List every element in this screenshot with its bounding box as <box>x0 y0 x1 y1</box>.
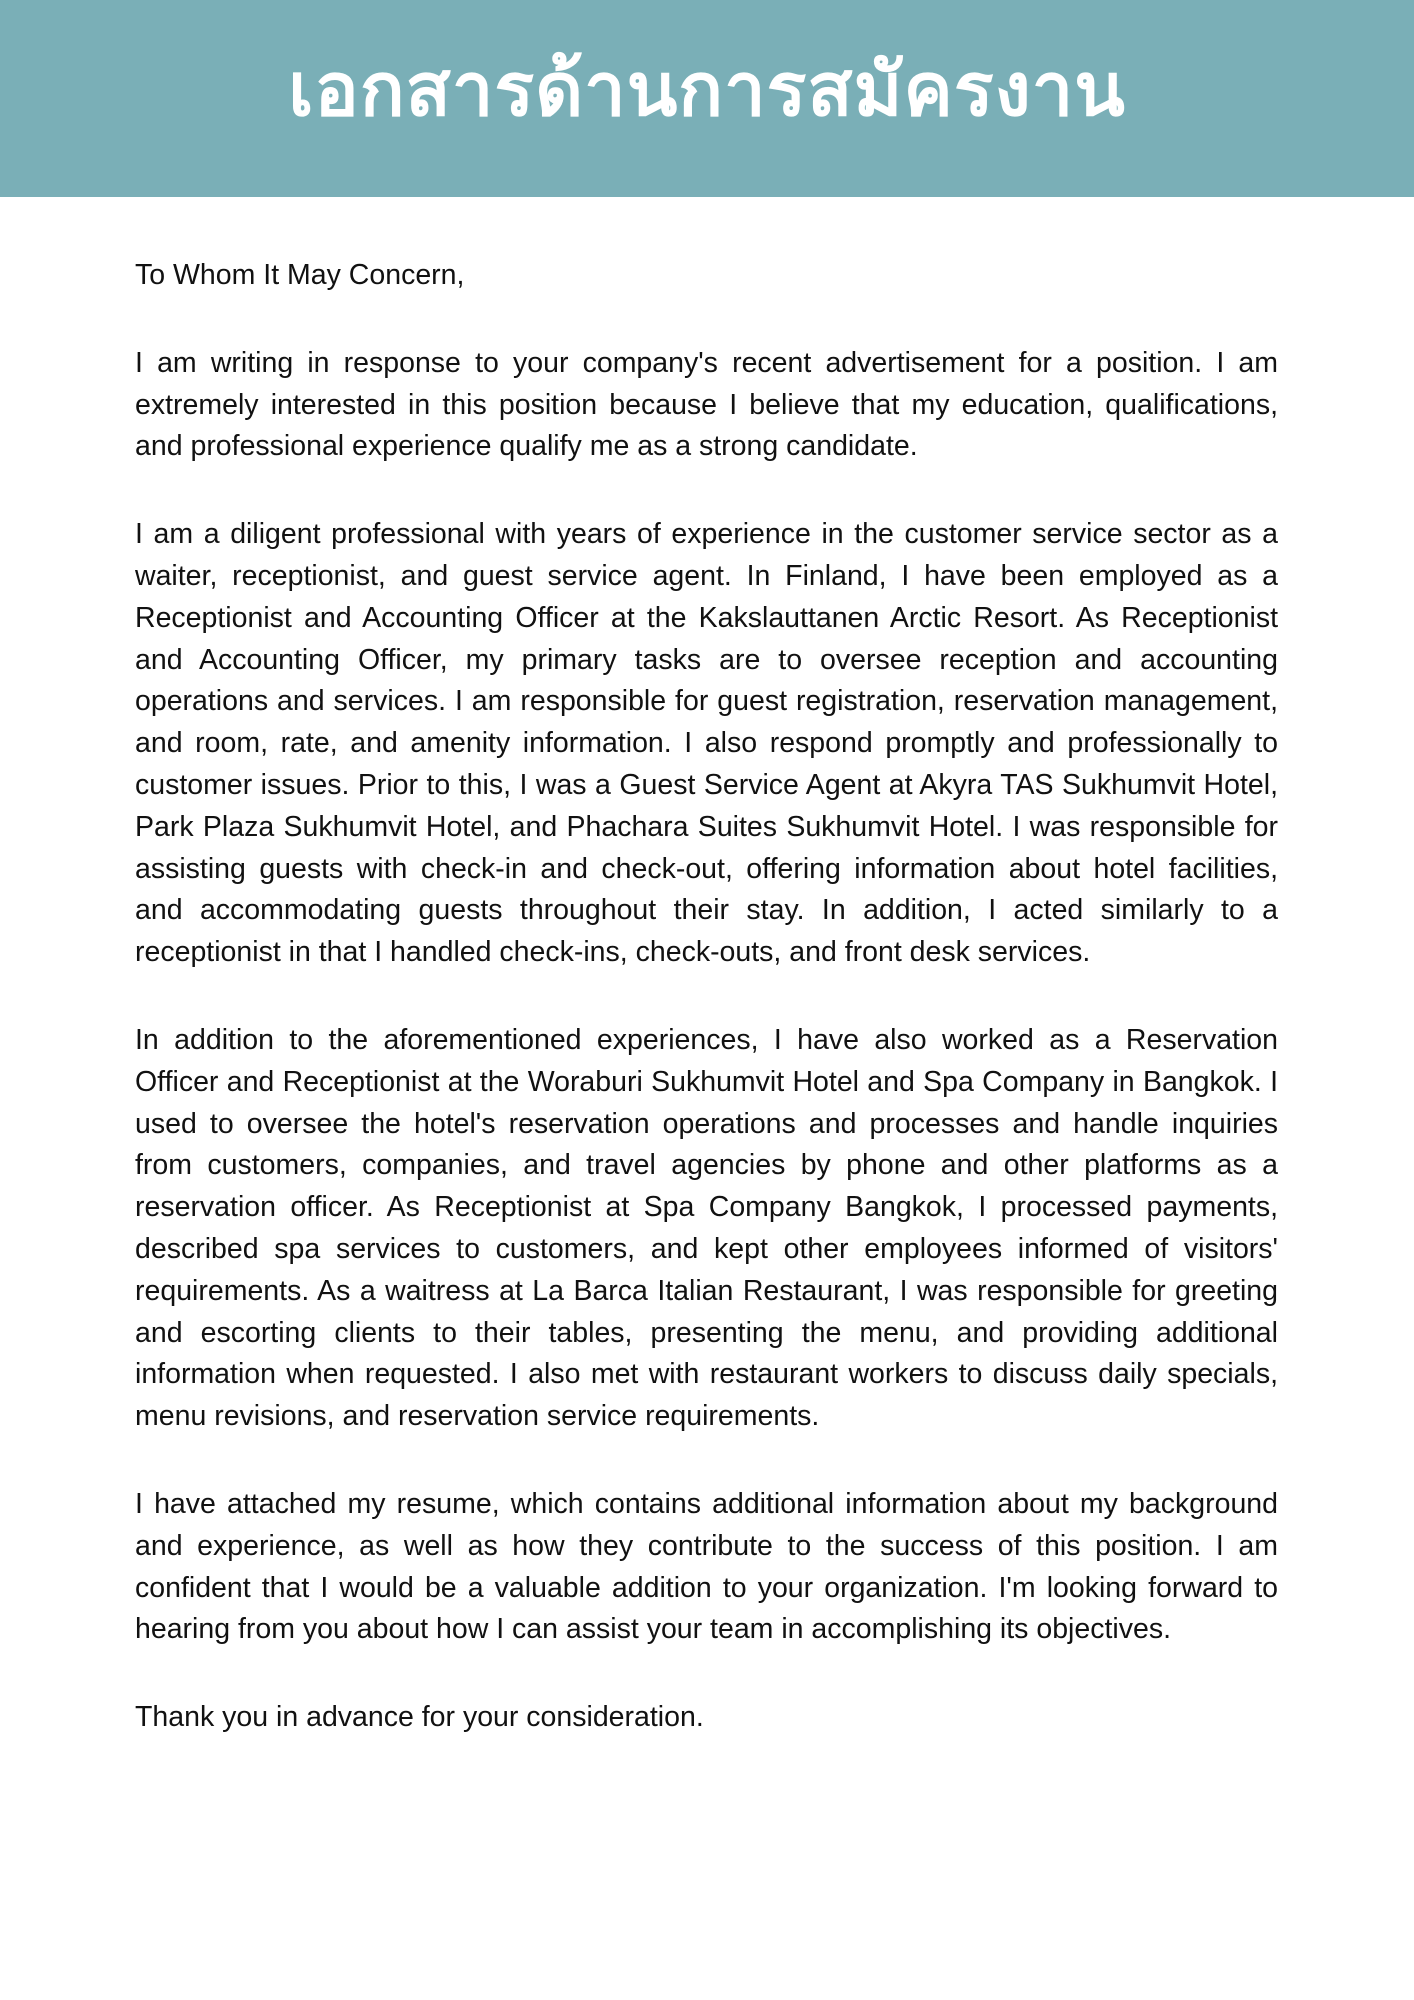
paragraph-intro: I am writing in response to your company's recent advertisement for a position. I am extremely interested in this position because I believe that my education, qualifications, and professional experience qualify me as a strong candidate. <box>135 346 1278 463</box>
header-band <box>0 0 1414 197</box>
paragraph-additional-experience: In addition to the aforementioned experiences, I have also worked as a Reservation Officer and Receptionist at the Woraburi Sukhumvit Hotel and Spa Company in Bangkok. I used to oversee the hotel's reservation operations and processes and handle inquiries from customers, companies, and travel agencies by phone and other platforms as a reservation officer. As Receptionist at Spa Company Bangkok, I processed payments, described spa services to customers, and kept other employees informed of visitors' requirements. As a waitress at La Barca Italian Restaurant, I was responsible for greeting and escorting clients to their tables, presenting the menu, and providing additional information when requested. I also met with restaurant workers to discuss daily specials, menu revisions, and reservation service requirements. <box>135 1023 1278 1433</box>
page-title: เอกสารด้านการสมัครงาน <box>288 47 1126 133</box>
closing: Thank you in advance for your consideration. <box>135 1701 704 1734</box>
letter-body <box>135 255 1278 1785</box>
paragraph-resume: I have attached my resume, which contains additional information about my background and experience, as well as how they contribute to the success of this position. I am confident that I would be a valuable addition to your organization. I'm looking forward to hearing from you about how I can assist your team in accomplishing its objectives. <box>135 1487 1278 1646</box>
salutation: To Whom It May Concern, <box>135 259 465 291</box>
paragraph-experience: I am a diligent professional with years of experience in the customer service sector as a waiter, receptionist, and guest service agent. In Finland, I have been employed as a Receptionist and Accounting Officer at the Kakslauttanen Arctic Resort. As Receptionist and Accounting Officer, my primary tasks are to oversee reception and accounting operations and services. I am responsible for guest registration, reservation management, and room, rate, and amenity information. I also respond promptly and professionally to customer issues. Prior to this, I was a Guest Service Agent at Akyra TAS Sukhumvit Hotel, Park Plaza Sukhumvit Hotel, and Phachara Suites Sukhumvit Hotel. I was responsible for assisting guests with check-in and check-out, offering information about hotel facilities, and accommodating guests throughout their stay. In addition, I acted similarly to a receptionist in that I handled check-ins, check-outs, and front desk services. <box>135 518 1278 969</box>
